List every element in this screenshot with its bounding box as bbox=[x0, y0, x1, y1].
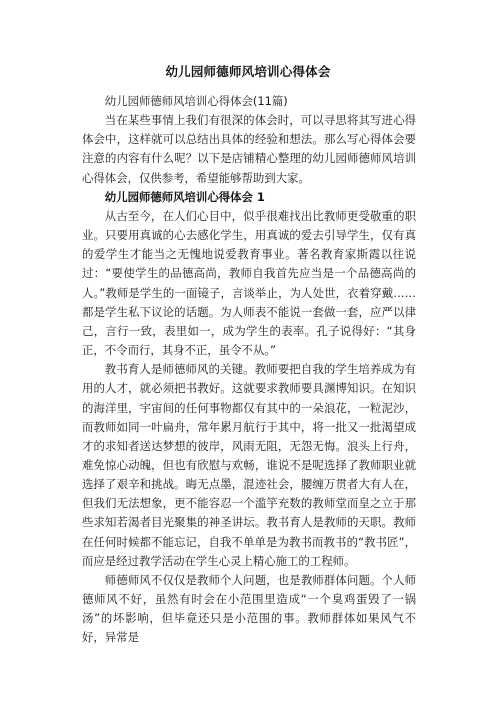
document-body bbox=[82, 92, 416, 648]
document-title: 幼儿园师德师风培训心得体会 bbox=[165, 64, 331, 79]
paragraph: 师德师风不仅仅是教师个人问题，也是教师群体问题。个人师德师风不好，虽然有时会在小范围里造成“一个臭鸡蛋毁了一锅汤”的坏影响，但毕竟还只是小范围的事。教师群体如果风气不好，异常是 bbox=[82, 572, 416, 645]
section-heading: 幼儿园师德师风培训心得体会 1 bbox=[104, 189, 265, 204]
paragraph: 当在某些事情上我们有很深的体会时，可以寻思将其写进心得体会中，这样就可以总结出具体的经验和想法。那么写心得体会要注意的内容有什么呢？以下是店铺精心整理的幼儿园师德师风培训心得体会，仅供参考，希望能够帮助到大家。 bbox=[82, 113, 416, 185]
paragraph: 教书育人是师德师风的关键。教师要把自我的学生培养成为有用的人才，就必须把书教好。这就要求教师要具渊博知识。在知识的海洋里，宇宙间的任何事物都仅有其中的一朵浪花，一粒泥沙，而教师如同一叶扁舟，常年累月航行于其中，将一批又一批渴望成才的求知者送达梦想的彼岸，风雨无阻，无怨无悔。浪头上行舟，难免惊心动魄，但也有欣慰与欢畅，谁说不是呢选择了教师职业就选择了艰辛和挑战。晦无点墨，混迹社会，腰缠万贯者大有人在，但我们无法想象，更不能容忍一个滥竽充数的教师堂而皇之立于那些求知若渴者目光聚集的神圣讲坛。教书育人是教师的天职。教师在任何时候都不能忘记，自我不单单是为教书而教书的“教书匠”，而应是经过教学活动在学生心灵上精心施工的工程师。 bbox=[82, 362, 416, 568]
paragraph: 幼儿园师德师风培训心得体会(11篇) bbox=[104, 94, 288, 108]
paragraph: 从古至今，在人们心目中，似乎很难找出比教师更受敬重的职业。只要用真诚的心去感化学生，用真诚的爱去引导学生，仅有真的爱学生才能当之无愧地说爱教育事业。著名教育家斯霞以往说过：“要使学生的品德高尚，教师自我首先应当是一个品德高尚的人。”教师是学生的一面镜子，言谈举止，为人处世，衣着穿戴……都是学生私下议论的话题。为人师表不能说一套做一套，应严以律己，言行一致，表里如一，成为学生的表率。孔子说得好：“其身正，不令而行，其身不正，虽令不从。” bbox=[82, 208, 416, 358]
